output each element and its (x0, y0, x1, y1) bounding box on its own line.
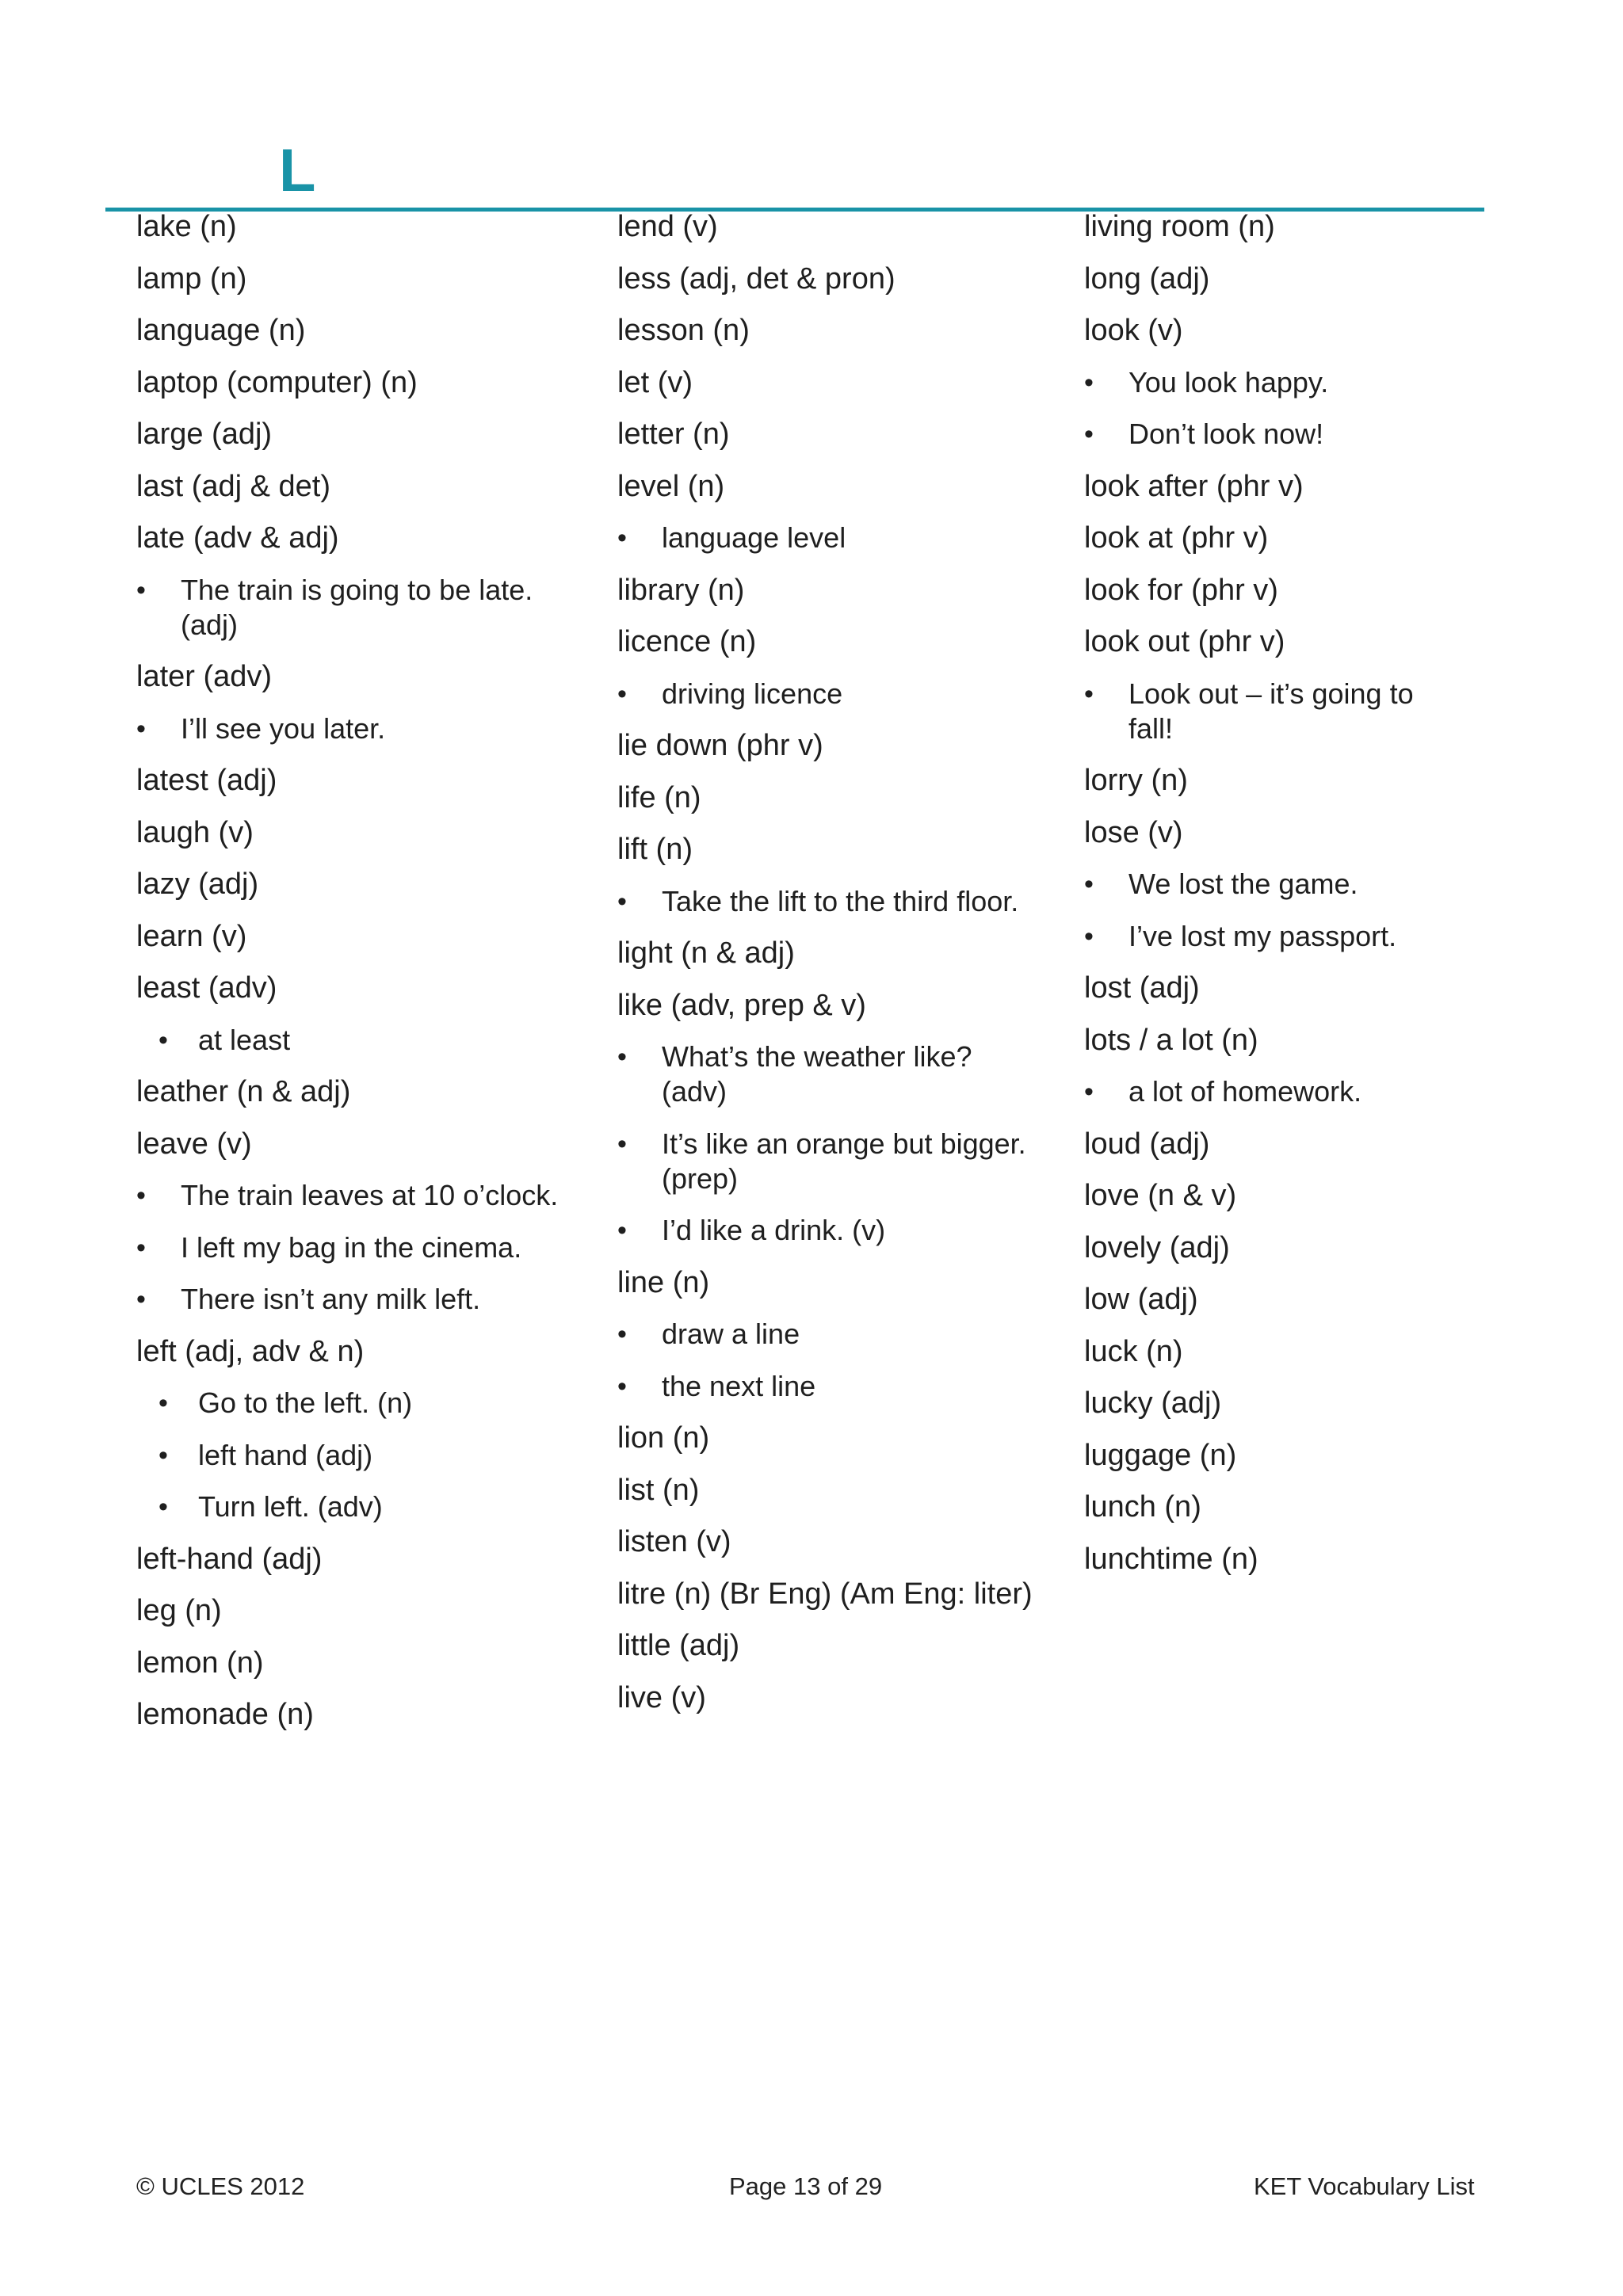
vocabulary-entry: last (adj & det) (136, 469, 330, 503)
bullet-icon: • (158, 1440, 168, 1470)
vocabulary-entry: large (adj) (136, 418, 273, 451)
vocabulary-entry: look at (phr v) (1084, 521, 1269, 555)
vocabulary-entry: listen (v) (617, 1525, 731, 1558)
bullet-icon: • (1084, 921, 1094, 952)
example-item (136, 573, 588, 643)
example-text-line: (prep) (662, 1161, 739, 1195)
vocabulary-entry: lemonade (n) (136, 1698, 314, 1731)
vocabulary-entry: lost (adj) (1084, 971, 1200, 1005)
section-letter-heading: L (279, 137, 316, 204)
bullet-icon: • (1084, 1077, 1094, 1107)
example-text-line: We lost the game. (1128, 868, 1358, 900)
bullet-icon: • (1084, 678, 1094, 709)
vocabulary-entry: lose (v) (1084, 815, 1183, 849)
vocabulary-entry: let (v) (617, 365, 693, 399)
vocabulary-entry: line (n) (617, 1265, 710, 1299)
example-item (1084, 867, 1512, 902)
example-text-line: Take the lift to the third floor. (662, 884, 1019, 917)
bullet-icon: • (617, 886, 627, 917)
vocabulary-entry: lie down (phr v) (617, 729, 823, 762)
bullet-icon: • (136, 1180, 146, 1211)
example-item (1084, 677, 1512, 746)
footer-page-number: Page 13 of 29 (729, 2172, 883, 2200)
vocabulary-entry: lift (n) (617, 833, 693, 866)
example-item (1084, 365, 1512, 400)
vocabulary-entry: left-hand (adj) (136, 1542, 323, 1576)
vocabulary-entry: lake (n) (136, 210, 237, 243)
vocabulary-entry: life (n) (617, 780, 701, 814)
example-item (1084, 1074, 1512, 1109)
vocabulary-entry: library (n) (617, 573, 745, 607)
vocabulary-entry: live (v) (617, 1680, 706, 1714)
bullet-icon: • (617, 1319, 627, 1349)
vocabulary-entry: low (adj) (1084, 1283, 1198, 1316)
vocabulary-entry: like (adv, prep & v) (617, 988, 866, 1022)
vocabulary-entry: look after (phr v) (1084, 469, 1304, 503)
vocabulary-entry: look for (phr v) (1084, 573, 1278, 607)
example-text-line: I’ll see you later. (181, 711, 386, 745)
example-text-line: It’s like an orange but bigger. (662, 1127, 1026, 1160)
vocabulary-entry: least (adv) (136, 971, 277, 1005)
vocabulary-entry: lucky (adj) (1084, 1386, 1222, 1420)
example-text-line: You look happy. (1128, 365, 1329, 399)
example-text-line: I’d like a drink. (v) (662, 1214, 886, 1246)
example-item (617, 884, 1061, 919)
bullet-icon: • (136, 1232, 146, 1263)
vocabulary-entry: letter (n) (617, 418, 730, 451)
example-item (617, 1213, 1061, 1248)
example-text-line: I’ve lost my passport. (1128, 919, 1397, 952)
example-item (617, 1369, 1061, 1404)
example-text-line: at least (198, 1023, 291, 1056)
bullet-icon: • (617, 1371, 627, 1402)
bullet-icon: • (1084, 367, 1094, 398)
vocabulary-entry: look (v) (1084, 314, 1183, 347)
bullet-icon: • (136, 574, 146, 605)
vocabulary-entry: lamp (n) (136, 261, 247, 296)
vocabulary-entry: latest (adj) (136, 764, 277, 797)
vocabulary-entry: level (n) (617, 469, 725, 503)
vocabulary-entry: lots / a lot (n) (1084, 1023, 1258, 1057)
vocabulary-entry: language (n) (136, 314, 306, 347)
example-item (136, 1023, 588, 1058)
example-text-line: left hand (adj) (198, 1438, 373, 1471)
vocabulary-entry: light (n & adj) (617, 936, 795, 970)
example-item (617, 1039, 1061, 1109)
vocabulary-entry: lunch (n) (1084, 1490, 1201, 1524)
bullet-icon: • (617, 1215, 627, 1245)
bullet-icon: • (136, 713, 146, 744)
example-item (617, 677, 1061, 711)
vocabulary-entry: lazy (adj) (136, 868, 259, 901)
vocabulary-entry: leather (n & adj) (136, 1075, 351, 1108)
vocabulary-entry: litre (n) (Br Eng) (Am Eng: liter) (617, 1577, 1033, 1611)
vocabulary-column-3 (1084, 209, 1512, 1593)
vocabulary-entry: long (adj) (1084, 261, 1210, 296)
example-item (136, 711, 588, 746)
bullet-icon: • (617, 1128, 627, 1159)
example-text-line: The train leaves at 10 o’clock. (181, 1179, 559, 1211)
vocabulary-entry: little (adj) (617, 1629, 740, 1662)
bullet-icon: • (136, 1284, 146, 1314)
example-text-line: Look out – it’s going to (1128, 677, 1414, 710)
example-item (617, 521, 1061, 555)
bullet-icon: • (1084, 869, 1094, 899)
vocabulary-entry: less (adj, det & pron) (617, 261, 896, 296)
vocabulary-entry: late (adv & adj) (136, 521, 339, 555)
vocabulary-entry: learn (v) (136, 919, 247, 953)
example-item (136, 1489, 588, 1524)
bullet-icon: • (158, 1492, 168, 1522)
vocabulary-entry: leave (v) (136, 1127, 252, 1161)
example-item (136, 1386, 588, 1421)
example-text-line: There isn’t any milk left. (181, 1283, 481, 1315)
example-text-line: the next line (662, 1369, 816, 1402)
example-item (136, 1178, 588, 1213)
vocabulary-entry: later (adv) (136, 660, 273, 693)
vocabulary-entry: laugh (v) (136, 815, 254, 849)
example-text-line: fall! (1128, 711, 1174, 745)
vocabulary-entry: list (n) (617, 1473, 700, 1507)
example-text-line: driving licence (662, 677, 843, 710)
example-item (1084, 919, 1512, 954)
example-text-line: I left my bag in the cinema. (181, 1230, 522, 1264)
vocabulary-entry: laptop (computer) (n) (136, 365, 418, 399)
vocabulary-column-2 (617, 209, 1061, 1732)
vocabulary-entry: living room (n) (1084, 210, 1275, 243)
bullet-icon: • (617, 678, 627, 709)
vocabulary-entry: loud (adj) (1084, 1127, 1210, 1161)
vocabulary-entry: left (adj, adv & n) (136, 1334, 365, 1368)
example-item (1084, 417, 1512, 452)
example-item (136, 1282, 588, 1317)
vocabulary-entry: lunchtime (n) (1084, 1542, 1258, 1576)
bullet-icon: • (617, 1042, 627, 1072)
vocabulary-entry: lorry (n) (1084, 764, 1188, 797)
vocabulary-entry: lion (n) (617, 1421, 710, 1455)
example-text-line: The train is going to be late. (181, 573, 533, 606)
example-item (617, 1317, 1061, 1352)
vocabulary-entry: look out (phr v) (1084, 625, 1285, 658)
example-text-line: draw a line (662, 1318, 800, 1350)
footer-document-title: KET Vocabulary List (1254, 2172, 1475, 2200)
example-text-line: (adj) (181, 608, 239, 641)
footer-copyright: © UCLES 2012 (136, 2172, 305, 2200)
vocabulary-entry: lesson (n) (617, 314, 750, 347)
vocabulary-entry: lovely (adj) (1084, 1230, 1230, 1264)
vocabulary-entry: leg (n) (136, 1594, 222, 1627)
example-text-line: Go to the left. (n) (198, 1386, 413, 1419)
example-text-line: a lot of homework. (1128, 1075, 1362, 1108)
bullet-icon: • (158, 1024, 168, 1055)
vocabulary-column-1 (136, 209, 588, 1749)
example-text-line: Turn left. (adv) (198, 1490, 383, 1523)
vocabulary-entry: love (n & v) (1084, 1179, 1237, 1212)
example-item (136, 1230, 588, 1265)
example-item (617, 1127, 1061, 1196)
bullet-icon: • (158, 1388, 168, 1418)
vocabulary-entry: lemon (n) (136, 1646, 264, 1680)
bullet-icon: • (1084, 419, 1094, 449)
example-text-line: Don’t look now! (1128, 418, 1324, 450)
example-text-line: What’s the weather like? (662, 1040, 972, 1073)
vocabulary-entry: luck (n) (1084, 1334, 1183, 1368)
bullet-icon: • (617, 523, 627, 553)
vocabulary-entry: lend (v) (617, 210, 718, 243)
example-text-line: language level (662, 521, 846, 554)
vocabulary-entry: luggage (n) (1084, 1438, 1237, 1472)
example-text-line: (adv) (662, 1075, 727, 1108)
example-item (136, 1438, 588, 1473)
vocabulary-entry: licence (n) (617, 625, 757, 658)
